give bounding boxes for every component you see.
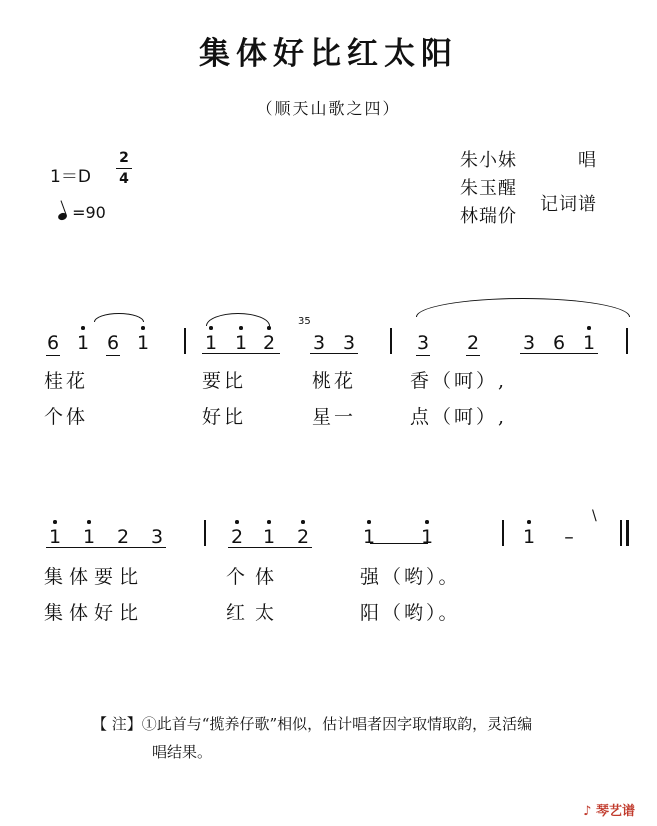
note: 2 — [116, 526, 130, 548]
lyric: 个体 — [44, 406, 89, 428]
note: 1 — [204, 332, 218, 354]
credit-singer-name: 朱小妹 — [460, 150, 517, 171]
beam — [310, 353, 358, 354]
note: 1 — [234, 332, 248, 354]
key-signature: 1＝D — [50, 167, 91, 187]
logo-text: 琴艺谱 — [595, 804, 635, 819]
note: 3 — [416, 332, 430, 354]
slur — [94, 313, 144, 322]
note: 6 — [552, 332, 566, 354]
annotation-line-2: 唱结果。 — [152, 743, 213, 761]
note: 1 — [582, 332, 596, 354]
note: 1 — [136, 332, 150, 354]
time-signature — [116, 150, 132, 187]
note: 1 — [262, 526, 276, 548]
bar-line — [502, 520, 504, 546]
note: 1 — [522, 526, 536, 548]
note: 1 — [82, 526, 96, 548]
site-logo — [583, 800, 635, 819]
note: 1 — [48, 526, 62, 548]
note: 2 — [466, 332, 480, 354]
lyric: 星一 — [312, 406, 357, 428]
note: 3 — [342, 332, 356, 354]
lyric: 阳（哟）。 — [360, 602, 461, 624]
note: 2 — [262, 332, 276, 354]
song-title: 集体好比红太阳 — [199, 36, 458, 72]
credit-recorder-1: 朱玉醒 — [460, 178, 517, 199]
bar-line — [204, 520, 206, 546]
note: 1 — [76, 332, 90, 354]
note: 2 — [296, 526, 310, 548]
tie — [370, 543, 428, 544]
beam — [46, 547, 166, 548]
credit-recorder-2: 林瑞价 — [460, 206, 517, 227]
note: 6 — [106, 332, 120, 354]
tempo-value: =90 — [72, 203, 106, 222]
note: 3 — [150, 526, 164, 548]
tempo-marking — [58, 203, 106, 222]
beam — [520, 353, 598, 354]
time-signature-bottom: 4 — [119, 171, 129, 187]
lyric: 香（呵）, — [410, 370, 508, 392]
lyric: 桂花 — [44, 370, 89, 392]
beam — [202, 353, 280, 354]
note: – — [564, 526, 574, 548]
lyric: 要比 — [202, 370, 247, 392]
slur — [416, 298, 630, 317]
logo-icon: ♪ — [583, 804, 592, 819]
credit-recorder-role: 记词谱 — [540, 194, 597, 215]
song-subtitle: （顺天山歌之四） — [256, 99, 401, 118]
time-signature-top: 2 — [119, 150, 129, 166]
beam — [228, 547, 312, 548]
note: 6 — [46, 332, 60, 354]
note: 3 — [312, 332, 326, 354]
lyric: 强（哟）。 — [360, 566, 461, 588]
annotation-label: 【 注】① — [92, 715, 157, 733]
lyric: 集体好比 — [44, 602, 145, 624]
bar-line — [626, 328, 628, 354]
note: 1 — [420, 526, 434, 548]
annotation-line-1: 此首与“揽养仔歌”相似，估计唱者因字取情取韵，灵活编 — [156, 715, 533, 733]
note: 2 — [230, 526, 244, 548]
bar-line — [184, 328, 186, 354]
slur — [206, 313, 270, 326]
lyric: 红太 — [226, 602, 285, 624]
note: 1 — [362, 526, 376, 548]
lyric: 好比 — [202, 406, 247, 428]
lyric: 桃花 — [312, 370, 357, 392]
credit-singer-role: 唱 — [578, 150, 597, 171]
final-bar-line — [626, 520, 629, 546]
lyric: 点（呵）, — [410, 406, 508, 428]
annotation — [92, 710, 532, 766]
lyric: 个体 — [226, 566, 285, 588]
grace-note: 35 — [298, 316, 311, 327]
quarter-note-icon — [57, 212, 68, 222]
lyric: 集体要比 — [44, 566, 145, 588]
breath-mark: \ — [592, 508, 597, 524]
note: 3 — [522, 332, 536, 354]
bar-line — [620, 520, 622, 546]
bar-line — [390, 328, 392, 354]
